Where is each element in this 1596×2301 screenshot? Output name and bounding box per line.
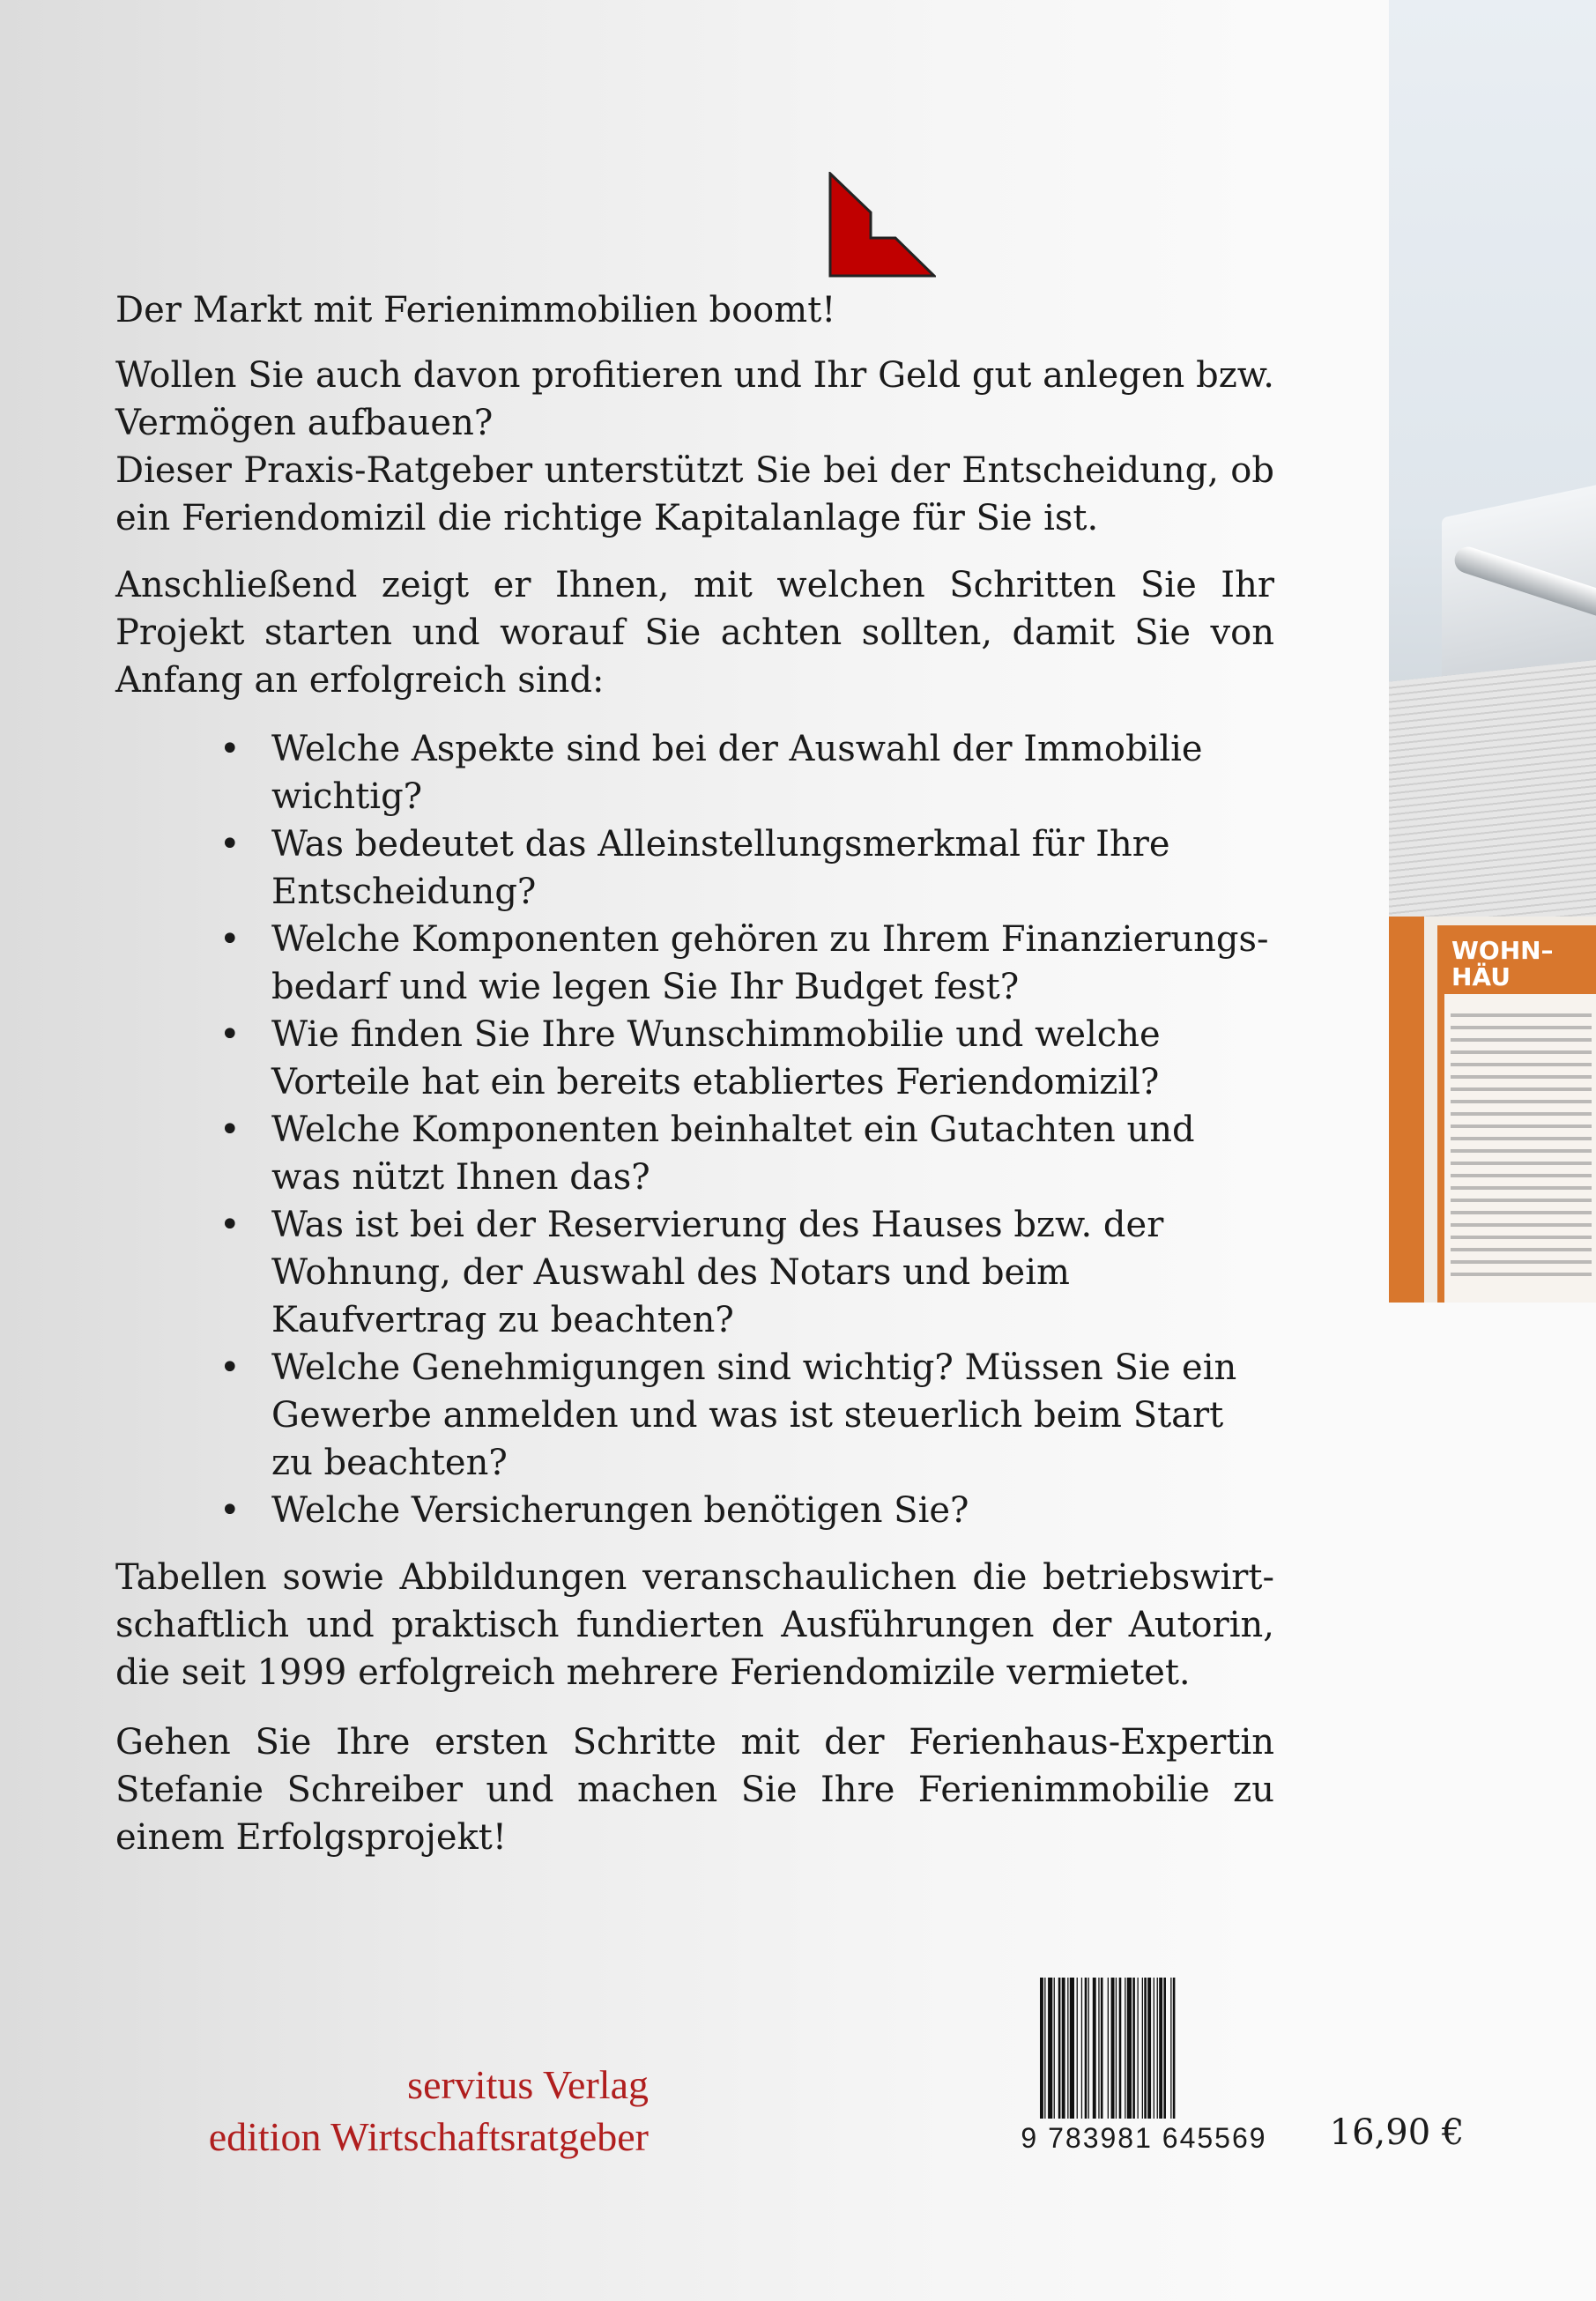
barcode-bar <box>1159 1978 1162 2119</box>
paragraph-4 <box>115 1554 1274 1696</box>
barcode-bar <box>1163 1978 1166 2119</box>
barcode-bar <box>1058 1978 1061 2119</box>
barcode-bar <box>1070 1978 1074 2119</box>
barcode-bar <box>1040 1978 1043 2119</box>
barcode-bar <box>1093 1978 1096 2119</box>
paragraph-4-text: Tabellen sowie Abbildungen veranschaulichen die betriebswirt-schaftlich und praktisch fundierten Ausführungen der Autorin, die seit 1999 erfolgreich mehrere Feriendomizile vermietet. <box>115 1557 1274 1693</box>
barcode-bar <box>1132 1978 1135 2119</box>
intro-paragraph <box>115 286 1274 334</box>
barcode-bar <box>1067 1978 1068 2119</box>
barcode-bar <box>1077 1978 1078 2119</box>
question-list <box>115 725 1274 1534</box>
barcode-bar <box>1170 1978 1171 2119</box>
barcode-bar <box>1173 1978 1176 2119</box>
paragraph-5 <box>115 1718 1274 1861</box>
barcode-bar <box>1044 1978 1045 2119</box>
intro-text: Der Markt mit Ferienimmobilien boomt! <box>115 290 836 330</box>
newspaper-text-lines <box>1451 1013 1592 1278</box>
barcode-bar <box>1142 1978 1143 2119</box>
barcode-bar <box>1119 1978 1122 2119</box>
publisher-series: edition Wirtschaftsratgeber <box>208 2114 649 2159</box>
paragraph-3 <box>115 561 1274 704</box>
barcode-bar <box>1157 1978 1158 2119</box>
barcode-bar <box>1108 1978 1109 2119</box>
list-item: • Wie finden Sie Ihre Wunschimmobilie und welche Vorteile hat ein bereits etabliertes Feriendomizil? <box>115 1011 1274 1106</box>
list-item: • Was bedeutet das Alleinstellungsmerkmal für Ihre Entscheidung? <box>115 820 1274 916</box>
paragraph-2a-text: Wollen Sie auch davon profitieren und Ihr Geld gut anlegen bzw. Vermögen aufbauen? <box>115 355 1274 443</box>
barcode-bar <box>1111 1978 1115 2119</box>
barcode-icon <box>1038 1978 1272 2119</box>
barcode-bar <box>1088 1978 1089 2119</box>
barcode-bar <box>1054 1978 1055 2119</box>
barcode-bar <box>1127 1978 1132 2119</box>
list-item: • Welche Genehmigungen sind wichtig? Müssen Sie ein Gewerbe anmelden und was ist steuerlich beim Start zu beachten? <box>115 1344 1274 1487</box>
barcode-bar <box>1085 1978 1088 2119</box>
paragraph-5-text: Gehen Sie Ihre ersten Schritte mit der Ferienhaus-Expertin Stefanie Schreiber und machen Sie Ihre Ferienimmobilie zu einem Erfolgsprojekt! <box>115 1722 1274 1858</box>
barcode-bar <box>1101 1978 1103 2119</box>
barcode-bar <box>1081 1978 1082 2119</box>
barcode-bar <box>1116 1978 1117 2119</box>
barcode-bar <box>1144 1978 1147 2119</box>
list-item: • Welche Aspekte sind bei der Auswahl der Immobilie wichtig? <box>115 725 1274 820</box>
list-item: • Was ist bei der Reservierung des Hauses bzw. der Wohnung, der Auswahl des Notars und beim Kaufvertrag zu beachten? <box>115 1201 1274 1344</box>
publisher-name: servitus Verlag <box>407 2062 649 2107</box>
list-item: • Welche Komponenten beinhaltet ein Gutachten und was nützt Ihnen das? <box>115 1106 1274 1201</box>
barcode-bar <box>1062 1978 1065 2119</box>
price: 16,90 € <box>1329 2112 1465 2153</box>
paragraph-3-text: Anschließend zeigt er Ihnen, mit welchen Schritten Sie Ihr Projekt starten und worauf Sie achten sollten, damit Sie von Anfang an erfolgreich sind: <box>115 565 1274 701</box>
paragraph-2 <box>115 352 1274 542</box>
barcode-bar <box>1147 1978 1151 2119</box>
list-item: • Welche Versicherungen benötigen Sie? <box>115 1487 1274 1534</box>
cover-photo <box>1389 0 1596 1303</box>
list-item: • Welche Komponenten gehören zu Ihrem Finanzierungs-bedarf und wie legen Sie Ihr Budget fest? <box>115 916 1274 1011</box>
paragraph-2b-text: Dieser Praxis-Ratgeber unterstützt Sie bei der Entscheidung, ob ein Feriendomizil die richtige Kapitalanlage für Sie ist. <box>115 450 1274 538</box>
barcode-bar <box>1048 1978 1052 2119</box>
publisher-block <box>88 2059 649 2163</box>
barcode-bar <box>1138 1978 1139 2119</box>
isbn-number: 9 783981 645569 <box>1021 2122 1267 2154</box>
newspaper-ad-band <box>1389 917 1424 1303</box>
newspaper-ad-heading: WOHN–HÄU <box>1444 932 1596 994</box>
barcode-bar <box>1098 1978 1099 2119</box>
publisher-logo-icon <box>828 172 936 278</box>
